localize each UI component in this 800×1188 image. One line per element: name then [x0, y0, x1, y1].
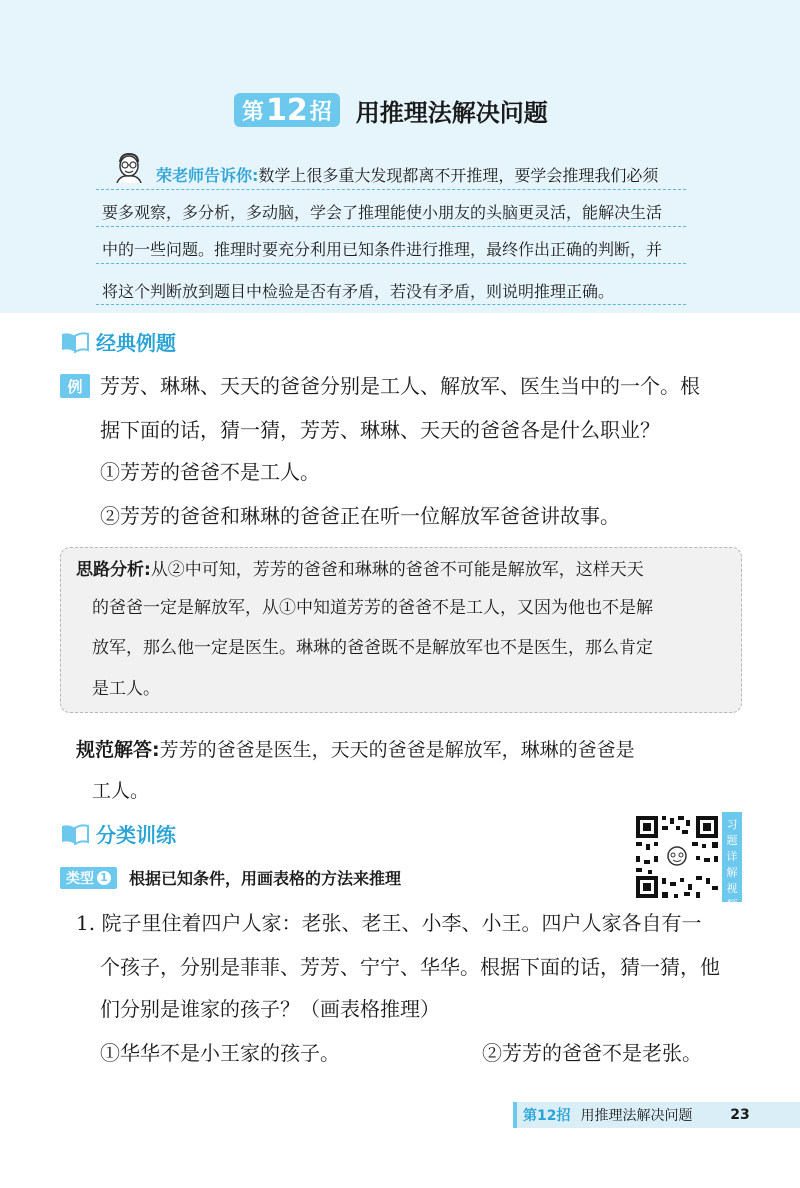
tips-line-1: [156, 166, 696, 186]
lesson-badge: [234, 93, 340, 127]
badge-prefix: 第: [242, 99, 265, 125]
badge-suffix: 招: [309, 99, 332, 125]
answer-text-2: 工人。: [92, 780, 150, 802]
question-line-3: 们分别是谁家的孩子？（画表格推理）: [100, 997, 440, 1021]
question-clue-1: ①华华不是小王家的孩子。: [100, 1041, 340, 1065]
section-title: 分类训练: [96, 823, 176, 847]
footer-label: [523, 1102, 692, 1128]
tips-text-1: 数学上很多重大发现都离不开推理，要学会推理我们必须: [258, 166, 659, 185]
tips-divider: [96, 304, 686, 305]
analysis-text-2: 的爸爸一定是解放军，从①中知道芳芳的爸爸不是工人，又因为他也不是解: [92, 598, 653, 618]
tips-divider: [96, 226, 686, 227]
video-tag[interactable]: [722, 812, 742, 911]
type-badge: [60, 867, 117, 889]
example-text-1: 芳芳、琳琳、天天的爸爸分别是工人、解放军、医生当中的一个。根: [100, 374, 700, 398]
type-number: 1: [97, 871, 111, 885]
example-clue-1: ①芳芳的爸爸不是工人。: [100, 460, 320, 484]
example-clue-2: ②芳芳的爸爸和琳琳的爸爸正在听一位解放军爸爸讲故事。: [100, 504, 620, 528]
video-tag-char: 详: [726, 850, 738, 863]
lesson-title: [234, 93, 548, 127]
page-title: 用推理法解决问题: [355, 98, 548, 127]
example-text-2: 据下面的话，猜一猜，芳芳、琳琳、天天的爸爸各是什么职业？: [100, 418, 660, 442]
example-badge: 例: [60, 374, 90, 398]
analysis-text-3: 放军，那么他一定是医生。琳琳的爸爸既不是解放军也不是医生，那么肯定: [92, 638, 653, 658]
qr-code-icon[interactable]: [632, 812, 722, 902]
open-book-icon: [60, 331, 90, 353]
tips-text-3: 中的一些问题。推理时要充分利用已知条件进行推理，最终作出正确的判断，并: [102, 240, 663, 259]
analysis-text-4: 是工人。: [92, 679, 160, 699]
training-section-heading: [60, 819, 176, 848]
page-number: 23: [730, 1107, 750, 1123]
analysis-label: 思路分析:: [76, 560, 151, 580]
answer-line-1: [76, 737, 635, 763]
type-heading: [60, 866, 401, 889]
answer-label: 规范解答:: [76, 739, 160, 761]
question-line-1: 1. 院子里住着四户人家：老张、老王、小李、小王。四户人家各自有一: [76, 911, 702, 935]
footer-title: 用推理法解决问题: [580, 1108, 693, 1124]
video-tag-char: 视: [726, 882, 738, 895]
video-tag-char: 频: [726, 898, 738, 911]
teacher-avatar-icon: [112, 151, 146, 183]
question-line-2: 个孩子，分别是菲菲、芳芳、宁宁、华华。根据下面的话，猜一猜，他: [100, 955, 720, 979]
section-title: 经典例题: [96, 331, 176, 355]
tips-text-4: 将这个判断放到题目中检验是否有矛盾，若没有矛盾，则说明推理正确。: [102, 282, 615, 301]
tips-text-2: 要多观察，多分析，多动脑，学会了推理能使小朋友的头脑更灵活，能解决生活: [102, 203, 663, 222]
question-clue-2: ②芳芳的爸爸不是老张。: [482, 1041, 702, 1065]
video-tag-char: 习: [726, 818, 738, 831]
type-label: 类型: [66, 870, 94, 887]
video-tag-char: 解: [726, 866, 738, 879]
type-description: 根据已知条件，用画表格的方法来推理: [129, 869, 402, 888]
classic-section-heading: [60, 327, 176, 356]
badge-number: 12: [266, 92, 308, 128]
tips-label: 荣老师告诉你:: [156, 166, 259, 185]
tips-divider: [96, 189, 686, 190]
footer-accent: [513, 1102, 517, 1128]
analysis-text-1: 从②中可知，芳芳的爸爸和琳琳的爸爸不可能是解放军，这样天天: [150, 560, 644, 580]
open-book-icon: [60, 823, 90, 845]
answer-text-1: 芳芳的爸爸是医生，天天的爸爸是解放军，琳琳的爸爸是: [159, 739, 635, 761]
footer-chapter: 第12招: [523, 1108, 571, 1124]
tips-divider: [96, 263, 686, 264]
video-tag-char: 题: [726, 834, 738, 847]
analysis-line-1: [76, 559, 644, 581]
